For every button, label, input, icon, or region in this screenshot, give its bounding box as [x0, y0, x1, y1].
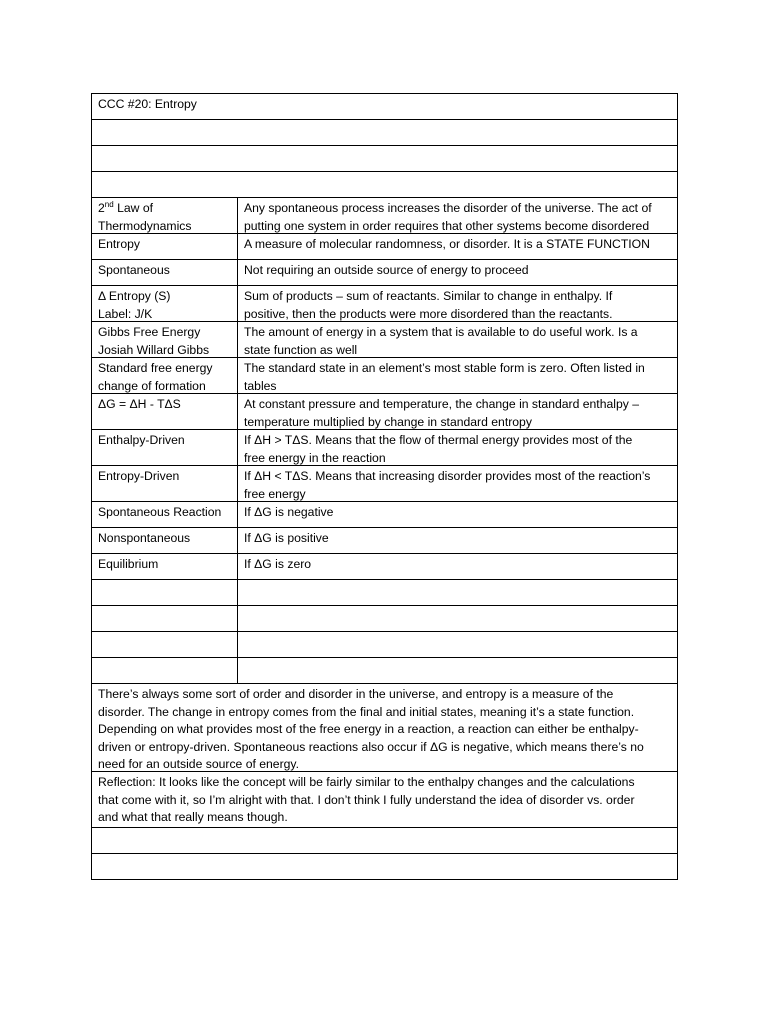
term-row — [92, 528, 677, 554]
definition-cell: The standard state in an element’s most stable form is zero. Often listed in tables — [244, 361, 645, 393]
term-cell: Standard free energy change of formation — [92, 358, 238, 393]
term-row — [92, 286, 677, 322]
term-cell: Gibbs Free Energy Josiah Willard Gibbs — [92, 322, 238, 357]
definition-cell: A measure of molecular randomness, or disorder. It is a STATE FUNCTION — [244, 237, 650, 251]
term-cell: Equilibrium — [92, 554, 238, 579]
term-cell: Spontaneous — [92, 260, 238, 285]
term-cell: ΔG = ΔH - TΔS — [92, 394, 238, 429]
title-row — [92, 94, 677, 120]
summary-text: There’s always some sort of order and disorder in the universe, and entropy is a measure of the disorder. The change in entropy comes from the final and initial states, meaning it’s a state function. Depending on what provides most of the free energy in a reaction, a reaction can either be enthalpy- driven or entropy-driven. Spontaneous reactions also occur if ΔG is negative, which means there’s no need for an outside source of energy. — [98, 687, 644, 771]
empty-term-row — [92, 580, 677, 606]
superscript: nd — [104, 199, 114, 209]
definition-cell: At constant pressure and temperature, the change in standard enthalpy – temperature multiplied by change in standard entropy — [244, 397, 639, 429]
term-cell: 2nd Law of Thermodynamics — [92, 198, 238, 233]
page-title: CCC #20: Entropy — [98, 97, 197, 111]
empty-term-row — [92, 606, 677, 632]
term-cell: Nonspontaneous — [92, 528, 238, 553]
definition-cell: If ΔG is zero — [244, 557, 312, 571]
term-row — [92, 430, 677, 466]
term-row — [92, 394, 677, 430]
definition-cell: If ΔG is positive — [244, 531, 329, 545]
reflection-text: Reflection: It looks like the concept will be fairly similar to the enthalpy changes and the calculations that come with it, so I’m alright with that. I don’t think I fully understand the idea of disorder vs. order and what that really means though. — [98, 775, 635, 824]
definition-cell: Any spontaneous process increases the disorder of the universe. The act of putting one system in order requires that other systems become disordered — [244, 201, 652, 233]
notes-table — [91, 93, 678, 880]
term-row — [92, 198, 677, 234]
term-row — [92, 234, 677, 260]
blank-header-row — [92, 120, 677, 146]
term-row — [92, 260, 677, 286]
term-row — [92, 358, 677, 394]
term-cell: Entropy — [92, 234, 238, 259]
term-row — [92, 322, 677, 358]
term-row — [92, 554, 677, 580]
definition-cell: If ΔG is negative — [244, 505, 334, 519]
blank-footer-row — [92, 828, 677, 854]
blank-header-row — [92, 172, 677, 198]
empty-term-row — [92, 632, 677, 658]
blank-header-row — [92, 146, 677, 172]
summary-row — [92, 684, 677, 772]
term-cell: Enthalpy-Driven — [92, 430, 238, 465]
definition-cell: Sum of products – sum of reactants. Similar to change in enthalpy. If positive, then the products were more disordered than the reactants. — [244, 289, 613, 321]
term-row — [92, 466, 677, 502]
term-cell: Spontaneous Reaction — [92, 502, 238, 527]
reflection-row — [92, 772, 677, 828]
term-cell: Entropy-Driven — [92, 466, 238, 501]
blank-footer-row — [92, 854, 677, 879]
definition-cell: If ΔH > TΔS. Means that the flow of thermal energy provides most of the free energy in the reaction — [244, 433, 633, 465]
definition-cell: Not requiring an outside source of energy to proceed — [244, 263, 529, 277]
definition-cell: The amount of energy in a system that is available to do useful work. Is a state function as well — [244, 325, 638, 357]
empty-term-row — [92, 658, 677, 684]
definition-cell: If ΔH < TΔS. Means that increasing disorder provides most of the reaction’s free energy — [244, 469, 651, 501]
term-row — [92, 502, 677, 528]
term-cell: Δ Entropy (S) Label: J/K — [92, 286, 238, 321]
